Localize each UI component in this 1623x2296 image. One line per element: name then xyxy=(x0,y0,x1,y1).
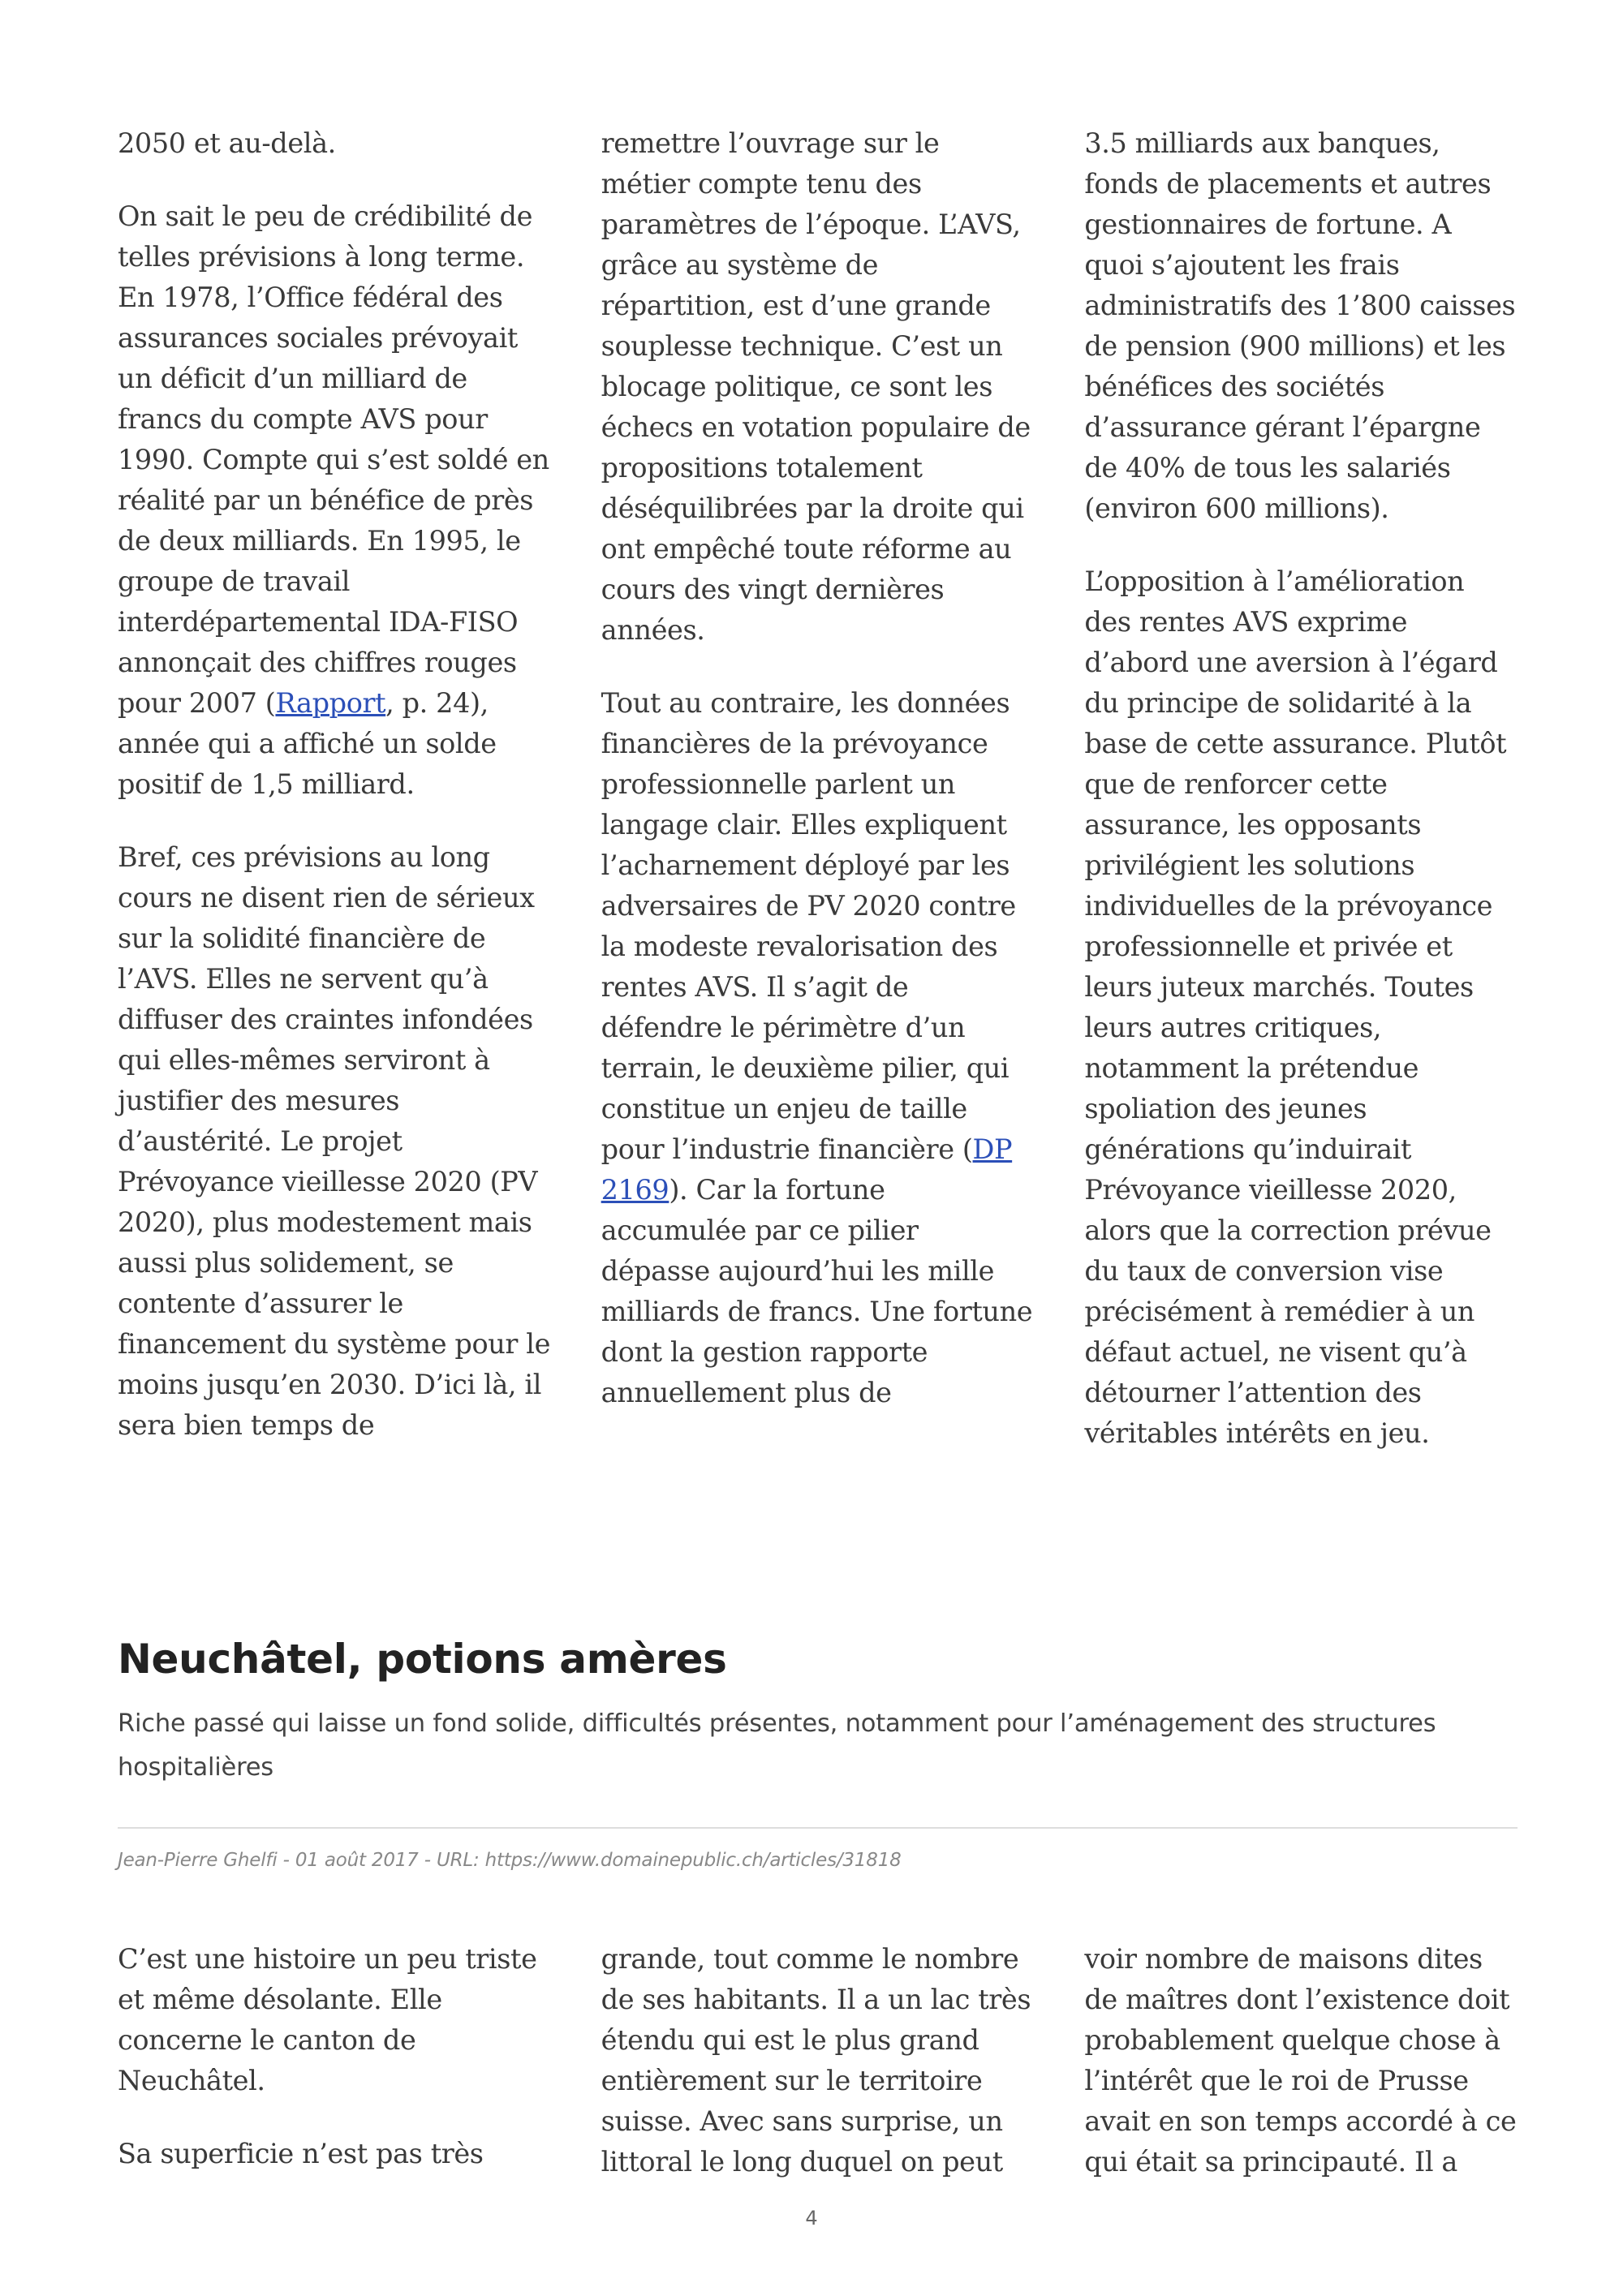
paragraph xyxy=(118,196,551,805)
paragraph-text: On sait le peu de crédibilité de telles prévisions à long terme. En 1978, l’Office fédéral des assurances sociales prévoyait un déficit d’un milliard de francs du compte AVS pour 1990. Compte qui s’est soldé en réalité par un bénéfice de près de deux milliards. En 1995, le groupe de travail interdépartemental IDA-FISO annonçait des chiffres rouges pour 2007 ( xyxy=(118,200,549,719)
paragraph xyxy=(601,683,1035,1413)
article-1-body xyxy=(118,123,1518,1454)
paragraph: 2050 et au-delà. xyxy=(118,127,336,159)
article-2-subtitle: Riche passé qui laisse un fond solide, difficultés présentes, notamment pour l’aménagement des structures hospitalières xyxy=(118,1709,1436,1782)
paragraph-text: ). Car la fortune accumulée par ce pilier dépasse aujourd’hui les mille milliards de francs. Une fortune dont la gestion rapporte annuellement plus de xyxy=(601,1174,1033,1408)
article-2-column-1 xyxy=(118,1939,551,2182)
article-2-body xyxy=(118,1939,1518,2182)
article-2-column-2 xyxy=(601,1939,1035,2182)
article-2-byline: Jean-Pierre Ghelfi - 01 août 2017 - URL: https://www.domainepublic.ch/articles/31818 xyxy=(118,1850,902,1871)
dp-2169-link[interactable]: DP 2169 xyxy=(601,1133,1013,1206)
paragraph-text: Tout au contraire, les données financières de la prévoyance professionnelle parlent un langage clair. Elles expliquent l’acharnement déployé par les adversaires de PV 2020 contre la modeste revalorisation des rentes AVS. Il s’agit de défendre le périmètre d’un terrain, le deuxième pilier, qui constitue un enjeu de taille pour l’industrie financière ( xyxy=(601,687,1016,1165)
article-1-column-2 xyxy=(601,123,1035,1454)
paragraph-text: , p. 24), année qui a affiché un solde positif de 1,5 milliard. xyxy=(118,687,497,800)
paragraph: 3.5 milliards aux banques, fonds de placements et autres gestionnaires de fortune. A quoi s’ajoutent les frais administratifs des 1’800 caisses de pension (900 millions) et les bénéfices des sociétés d’assurance gérant l’épargne de 40% de tous les salariés (environ 600 millions). xyxy=(1084,127,1516,524)
paragraph: Bref, ces prévisions au long cours ne disent rien de sérieux sur la solidité financière de l’AVS. Elles ne servent qu’à diffuser des craintes infondées qui elles-mêmes serviront à justifier des mesures d’austérité. Le projet Prévoyance vieillesse 2020 (PV 2020), plus modestement mais aussi plus solidement, se contente d’assurer le financement du système pour le moins jusqu’en 2030. D’ici là, il sera bien temps de xyxy=(118,841,550,1441)
paragraph: voir nombre de maisons dites de maîtres dont l’existence doit probablement quelque chose à l’intérêt que le roi de Prusse avait en son temps accordé à ce qui était sa principauté. Il a xyxy=(1084,1943,1517,2178)
paragraph: remettre l’ouvrage sur le métier compte tenu des paramètres de l’époque. L’AVS, grâce au système de répartition, est d’une grande souplesse technique. C’est un blocage politique, ce sont les échecs en votation populaire de propositions totalement déséquilibrées par la droite qui ont empêché toute réforme au cours des vingt dernières années. xyxy=(601,127,1031,646)
article-2-title: Neuchâtel, potions amères xyxy=(118,1636,727,1683)
paragraph: L’opposition à l’amélioration des rentes AVS exprime d’abord une aversion à l’égard du principe de solidarité à la base de cette assurance. Plutôt que de renforcer cette assurance, les opposants privilégient les solutions individuelles de la prévoyance professionnelle et privée et leurs juteux marchés. Toutes leurs autres critiques, notamment la prétendue spoliation des jeunes générations qu’induirait Prévoyance vieillesse 2020, alors que la correction prévue du taux de conversion vise précisément à remédier à un défaut actuel, ne visent qu’à détourner l’attention des véritables intérêts en jeu. xyxy=(1084,565,1507,1449)
rapport-link[interactable]: Rapport xyxy=(275,687,386,719)
paragraph: Sa superficie n’est pas très xyxy=(118,2138,484,2169)
paragraph: grande, tout comme le nombre de ses habitants. Il a un lac très étendu qui est le plus grand entièrement sur le territoire suisse. Avec sans surprise, un littoral le long duquel on peut xyxy=(601,1943,1031,2178)
article-1-column-3 xyxy=(1084,123,1518,1454)
page-number: 4 xyxy=(805,2207,818,2229)
divider xyxy=(118,1827,1518,1829)
paragraph: C’est une histoire un peu triste et même désolante. Elle concerne le canton de Neuchâtel. xyxy=(118,1943,537,2096)
article-1-column-1 xyxy=(118,123,551,1454)
article-2-column-3 xyxy=(1084,1939,1518,2182)
